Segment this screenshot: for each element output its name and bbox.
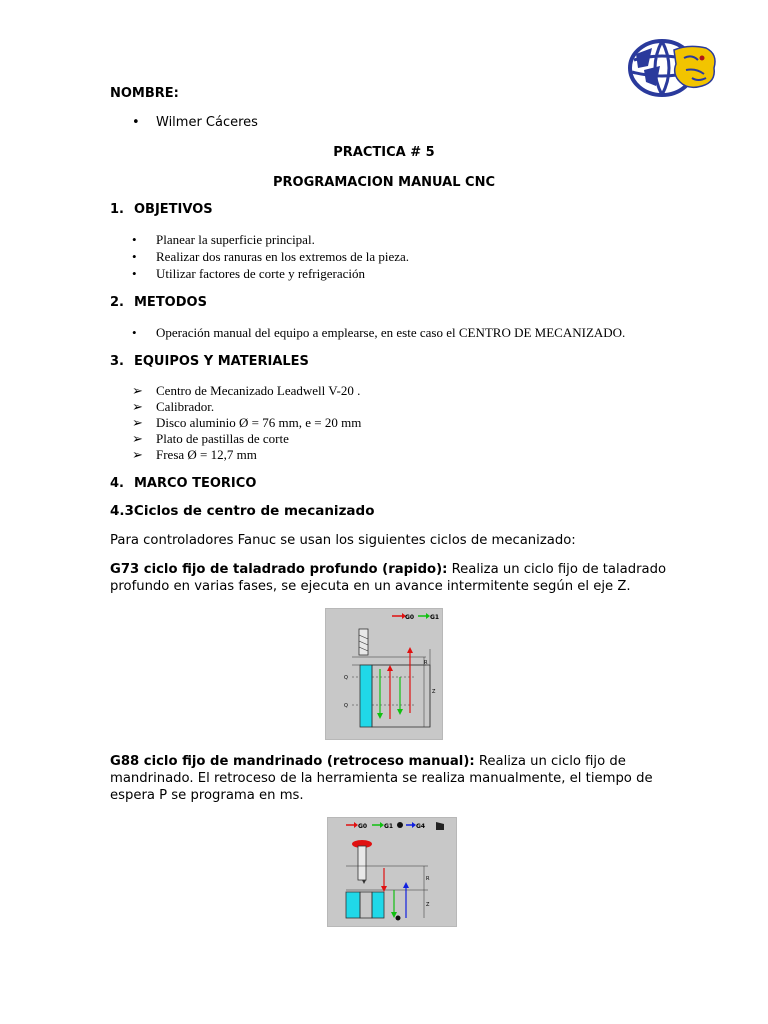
bullet-dot-icon: •: [132, 325, 137, 340]
label-r: R: [424, 660, 428, 666]
institution-logo: [626, 38, 720, 98]
section-objetivos-heading: [110, 202, 213, 217]
section-title: METODOS: [134, 295, 207, 310]
arrow-bullet-icon: ➢: [132, 431, 143, 446]
label-z: Z: [426, 902, 430, 908]
bullet-dot-icon: •: [132, 249, 137, 264]
nombre-label: NOMBRE:: [110, 86, 179, 101]
section-equipos-heading: [110, 354, 309, 369]
dwell-icon: [397, 822, 403, 828]
arrow-bullet-icon: ➢: [132, 399, 143, 414]
g73-text-2: profundo en varias fases, se ejecuta en un avance intermitente según el eje Z.: [110, 579, 631, 594]
g88-text-1: Realiza un ciclo fijo de: [474, 754, 626, 769]
label-r: R: [426, 876, 430, 882]
hand-icon: [436, 822, 444, 830]
section-title: EQUIPOS Y MATERIALES: [134, 354, 309, 369]
intro-paragraph: Para controladores Fanuc se usan los siguientes ciclos de mecanizado:: [110, 533, 576, 548]
bullet-dot-icon: •: [132, 115, 140, 130]
g73-diagram-svg: [326, 609, 442, 739]
section-number: 3.: [110, 354, 124, 369]
practice-title: PRACTICA # 5: [333, 145, 435, 160]
g88-title: G88 ciclo fijo de mandrinado (retroceso manual):: [110, 754, 475, 769]
bullet-dot-icon: •: [132, 232, 137, 247]
bullet-dot-icon: •: [132, 266, 137, 281]
legend-g1: G1: [430, 614, 440, 621]
arrow-bullet-icon: ➢: [132, 447, 143, 462]
g88-diagram: [327, 817, 457, 927]
label-q-2: Q: [344, 703, 348, 709]
section-title: MARCO TEORICO: [134, 476, 257, 491]
arrow-bullet-icon: ➢: [132, 415, 143, 430]
arrow-bullet-icon: ➢: [132, 383, 143, 398]
section-marco-heading: [110, 476, 256, 491]
label-z: Z: [432, 689, 436, 695]
subsection-title: Ciclos de centro de mecanizado: [133, 503, 375, 519]
g88-text-2: mandrinado. El retroceso de la herramienta se realiza manualmente, el tiempo de: [110, 771, 653, 786]
section-metodos-heading: [110, 295, 207, 310]
legend-g0: G0: [358, 823, 368, 830]
legend-g0: G0: [405, 614, 415, 621]
g73-text-1: Realiza un ciclo fijo de taladrado: [447, 562, 667, 577]
g88-paragraph: [110, 753, 670, 804]
label-q-1: Q: [344, 675, 348, 681]
subsection-heading: [110, 503, 374, 519]
section-number: 4.: [110, 476, 124, 491]
g73-diagram: [325, 608, 443, 740]
legend-g4: G4: [416, 823, 426, 830]
g73-title: G73 ciclo fijo de taladrado profundo (rapido):: [110, 562, 448, 577]
legend-g1: G1: [384, 823, 394, 830]
section-number: 2.: [110, 295, 124, 310]
g88-diagram-svg: [328, 818, 456, 926]
section-title: OBJETIVOS: [134, 202, 213, 217]
subject-title: PROGRAMACION MANUAL CNC: [272, 175, 496, 190]
g88-text-3: espera P se programa en ms.: [110, 788, 304, 803]
g73-paragraph: [110, 561, 670, 595]
subsection-number: 4.3: [110, 503, 134, 519]
section-number: 1.: [110, 202, 124, 217]
nombre-value: Wilmer Cáceres: [156, 115, 258, 130]
